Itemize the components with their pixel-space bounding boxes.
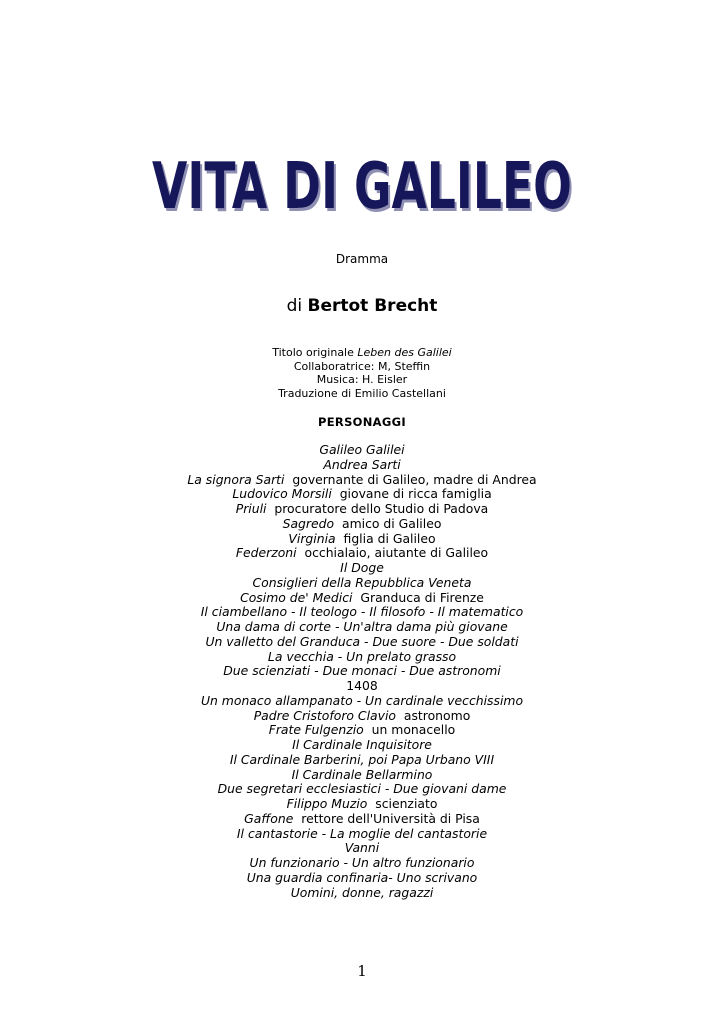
cast-entry xyxy=(0,487,724,502)
credit-original-title xyxy=(0,346,724,360)
cast-entry xyxy=(0,650,724,665)
author-line xyxy=(0,296,724,316)
cast-role: Un funzionario - Un altro funzionario xyxy=(249,855,475,870)
cast-description: Granduca di Firenze xyxy=(360,589,484,605)
cast-entry xyxy=(0,620,724,635)
cast-entry xyxy=(0,591,724,606)
cast-description: un monacello xyxy=(371,722,456,738)
cast-entry xyxy=(0,664,724,679)
cast-role: Vanni xyxy=(344,840,380,856)
cast-role: Filippo Muzio xyxy=(286,796,368,811)
page-number: 1 xyxy=(357,962,367,980)
cast-description: 1408 xyxy=(346,678,378,693)
cast-entry xyxy=(0,605,724,620)
title-wordart xyxy=(140,138,584,234)
cast-entry xyxy=(0,546,724,561)
cast-role: Uomini, donne, ragazzi xyxy=(290,884,434,900)
cast-role: Il Cardinale Bellarmino xyxy=(291,766,433,782)
cast-description: giovane di ricca famiglia xyxy=(339,486,492,502)
credit-line: Musica: H. Eisler xyxy=(316,373,408,386)
cast-role: Il Cardinale Barberini, poi Papa Urbano VIII xyxy=(229,751,495,767)
cast-role: Un valletto del Granduca - Due suore - Due soldati xyxy=(205,633,519,649)
credit-line: Collaboratrice: M, Steffin xyxy=(293,359,431,373)
cast-role: Ludovico Morsili xyxy=(232,486,332,502)
cast-role: Priuli xyxy=(235,501,267,516)
cast-entry xyxy=(0,738,724,753)
cast-role: Consiglieri della Repubblica Veneta xyxy=(252,574,472,590)
cast-entry xyxy=(0,782,724,797)
cast-entry xyxy=(0,443,724,458)
cast-role: Una guardia confinaria- Uno scrivano xyxy=(246,869,478,885)
author-name: Bertot Brecht xyxy=(307,296,438,316)
cast-entry xyxy=(0,458,724,473)
cast-role: Frate Fulgenzio xyxy=(268,722,364,738)
cast-entry xyxy=(0,576,724,591)
cast-role: Padre Cristoforo Clavio xyxy=(253,707,396,723)
document-title: VITA DI GALILEO xyxy=(152,150,572,224)
cast-entry xyxy=(0,635,724,650)
cast-list xyxy=(0,443,724,900)
cast-description: scienziato xyxy=(375,796,438,811)
cast-role: Un monaco allampanato - Un cardinale vecchissimo xyxy=(200,692,524,708)
cast-role: La signora Sarti xyxy=(187,471,285,487)
cast-entry xyxy=(0,532,724,547)
cast-description: amico di Galileo xyxy=(341,515,442,531)
cast-description: procuratore dello Studio di Padova xyxy=(274,501,489,516)
cast-description: figlia di Galileo xyxy=(343,530,436,546)
credit-line: Traduzione di Emilio Castellani xyxy=(278,386,446,400)
cast-entry xyxy=(0,753,724,768)
cast-role: Due scienziati - Due monaci - Due astronomi xyxy=(223,663,501,679)
title-wordart-svg xyxy=(140,138,584,234)
personaggi-heading: PERSONAGGI xyxy=(318,415,406,429)
cast-entry xyxy=(0,502,724,517)
cast-entry xyxy=(0,797,724,812)
cast-entry xyxy=(0,679,724,694)
cast-role: Cosimo de' Medici xyxy=(240,589,353,605)
author-prefix: di xyxy=(286,296,303,316)
cast-entry xyxy=(0,768,724,783)
cast-role: Il cantastorie - La moglie del cantastorie xyxy=(236,825,488,841)
cast-entry xyxy=(0,723,724,738)
cast-description: rettore dell'Università di Pisa xyxy=(301,810,480,826)
cast-description: occhialaio, aiutante di Galileo xyxy=(304,545,489,561)
cast-role: Andrea Sarti xyxy=(323,456,401,472)
cast-role: La vecchia - Un prelato grasso xyxy=(267,648,457,664)
cast-entry xyxy=(0,871,724,886)
cast-description: astronomo xyxy=(403,707,471,723)
cast-role: Sagredo xyxy=(282,515,335,531)
cast-entry xyxy=(0,517,724,532)
cast-entry xyxy=(0,473,724,488)
cast-entry xyxy=(0,561,724,576)
cast-role: Il Doge xyxy=(340,560,384,575)
cast-entry xyxy=(0,694,724,709)
subtitle: Dramma xyxy=(335,252,389,266)
credit-value: Leben des Galilei xyxy=(357,346,452,359)
cast-role: Il ciambellano - Il teologo - Il filosofo - Il matematico xyxy=(200,604,524,620)
cast-entry xyxy=(0,812,724,827)
cast-entry xyxy=(0,709,724,724)
cast-entry xyxy=(0,856,724,871)
cast-role: Federzoni xyxy=(235,545,297,561)
cast-role: Una dama di corte - Un'altra dama più giovane xyxy=(216,619,508,634)
cast-role: Galileo Galilei xyxy=(319,442,405,457)
cast-entry xyxy=(0,841,724,856)
credits-block xyxy=(0,346,724,400)
credit-label: Titolo originale xyxy=(272,346,354,359)
cast-role: Due segretari ecclesiastici - Due giovani dame xyxy=(217,781,507,797)
cast-description: governante di Galileo, madre di Andrea xyxy=(292,471,537,487)
cast-entry xyxy=(0,886,724,901)
cast-role: Virginia xyxy=(288,530,336,546)
cast-role: Gaffone xyxy=(244,810,294,826)
cast-role: Il Cardinale Inquisitore xyxy=(292,737,432,752)
cast-entry xyxy=(0,827,724,842)
